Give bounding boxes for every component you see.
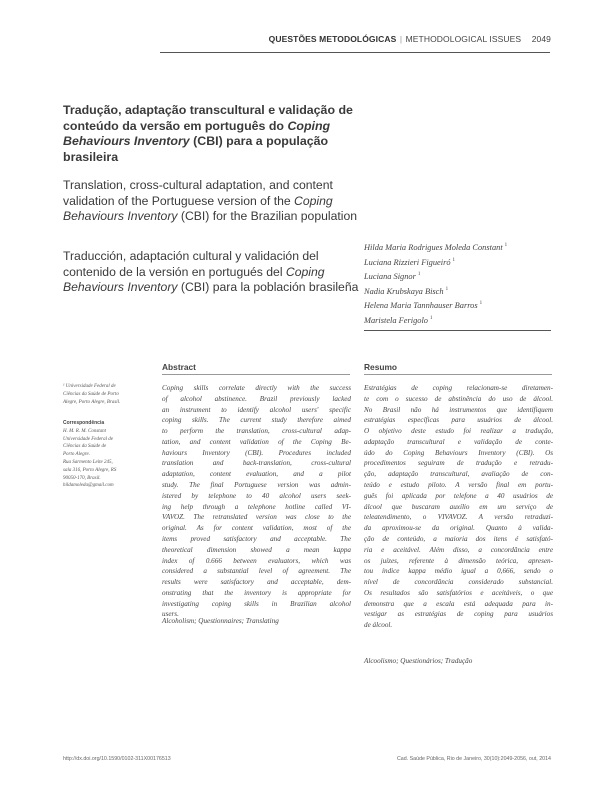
text-line: teúdo e estudo piloto. A versão final em portu- (364, 481, 553, 490)
text-line: considered a substantial level of agreement. The (162, 567, 351, 576)
title-portuguese (63, 103, 363, 165)
author-name (364, 313, 564, 328)
text-line: Estratégias de coping relacionam-se diretamen- (364, 384, 553, 392)
section-label-en: METHODOLOGICAL ISSUES (405, 34, 522, 44)
text-line: álcool que buscaram auxílio em um serviço de (364, 502, 553, 511)
text-line: No Brasil não há instrumentos que identifiquem (364, 405, 553, 414)
abstract-divider (162, 374, 350, 375)
author-list (364, 240, 564, 328)
text-line: teleatendimento, o VIVAVOZ. A versão retraduzi- (364, 513, 553, 522)
abstract-keywords: Alcoholism; Questionnaires; Translating (162, 617, 279, 625)
text-line: údo do Coping Behaviours Inventory (CBI). Os (364, 448, 553, 457)
abstract-text (162, 383, 351, 620)
running-header (269, 34, 551, 44)
title-es-text-end: (CBI) para la población brasileña (177, 280, 359, 295)
text-line: Os resultados são satisfatórios e aceitáveis, o que (364, 588, 553, 597)
text-line: study. The final Portuguese version was admin- (162, 481, 351, 490)
text-line: ing help through a telephone hotline called VI- (162, 502, 351, 511)
correspondence-address (63, 428, 143, 490)
doi-link[interactable]: http://dx.doi.org/10.1590/0102-311X00176513 (63, 756, 171, 762)
resumo-text (364, 383, 553, 631)
author-affiliation-mark: 1 (429, 315, 433, 321)
resumo-keywords: Alcoolismo; Questionários; Tradução (364, 657, 473, 665)
text-line: os juízes, referente à dimensão teórica, apresen- (364, 556, 553, 565)
text-line: estratégias específicas para usuários de álcool. (364, 416, 553, 425)
author-name (364, 284, 564, 299)
author-name-text: Hilda Maria Rodrigues Moleda Constant (364, 242, 503, 252)
affiliation-note (63, 383, 143, 406)
text-line: ção, adaptação transcultural, avaliação de con- (364, 470, 553, 479)
text-line: investigating coping skills in Brazilian alcohol (162, 599, 351, 608)
text-line: procedimentos seguiram de tradução e retradu- (364, 459, 553, 468)
header-separator: | (399, 34, 403, 44)
author-name (364, 255, 564, 270)
author-name (364, 298, 564, 313)
text-line: adaptation, content evaluation, and a pilot (162, 470, 351, 479)
text-line: Coping skills correlate directly with the success (162, 384, 351, 392)
author-name-text: Luciana Rizzieri Figueiró (364, 257, 451, 267)
text-line: tation, and content validation of the Coping Be- (162, 437, 351, 446)
text-line: results were satisfactory and acceptable, dem- (162, 578, 351, 587)
note-line: Rua Sarmento Leite 245, (63, 459, 113, 465)
title-spanish (63, 249, 363, 296)
text-line: index of 0.666 between evaluators, which was (162, 556, 351, 565)
correspondence-note (63, 420, 143, 490)
author-name (364, 269, 564, 284)
note-line: ¹ Universidade Federal de (63, 384, 116, 389)
text-line: haviours Inventory (CBI). Procedures included (162, 448, 351, 457)
text-line: VAVOZ. The retranslated version was close to the (162, 513, 351, 522)
text-line: items proved satisfactory and acceptable. The (162, 534, 351, 543)
author-name-text: Maristela Ferigolo (364, 315, 428, 325)
author-affiliation-mark: 1 (445, 286, 449, 292)
title-es-text: Traducción, adaptación cultural y validación del contenido de la versión en portugués del (63, 249, 319, 279)
title-es-instrument: Coping Behaviours Inventory (63, 264, 325, 295)
text-line: coping skills. The current study therefore aimed (162, 416, 351, 425)
title-en-text: Translation, cross-cultural adaptation, and content validation of the Portuguese version of the (63, 178, 333, 208)
author-name-text: Luciana Signor (364, 271, 416, 281)
text-line: da aproximou-se da original. Quanto à valida- (364, 524, 553, 533)
text-line: nível de concordância considerado substancial. (364, 578, 553, 587)
abstract-heading: Abstract (162, 362, 196, 372)
note-line: hildamoleda@gmail.com (63, 483, 114, 489)
resumo-divider (364, 374, 552, 375)
title-en-instrument: Coping Behaviours Inventory (63, 193, 333, 224)
note-line: H. M. R. M. Constant (63, 428, 107, 434)
text-line: ção de conteúdo, a maioria dos itens é satisfató- (364, 534, 553, 543)
text-line: original. As for content validation, most of the (162, 524, 351, 533)
author-divider (364, 330, 551, 331)
note-line: Alegre, Porto Alegre, Brasil. (63, 399, 121, 405)
text-line: demonstra que a escala está adequada para in- (364, 599, 553, 608)
note-line: Ciências da Saúde de Porto (63, 391, 119, 397)
note-line: Porto Alegre. (63, 452, 90, 458)
text-line: users. (162, 610, 179, 619)
title-english (63, 178, 363, 225)
text-line: istered by telephone to 40 alcohol users seek- (162, 491, 351, 500)
note-line: 90050-170, Brasil. (63, 475, 101, 481)
author-name-text: Helena Maria Tannhauser Barros (364, 301, 478, 311)
correspondence-label: Correspondência (63, 420, 105, 426)
note-line: Ciências da Saúde de (63, 444, 107, 450)
author-affiliation-mark: 1 (479, 301, 483, 307)
text-line: ria e aceitável. Além disso, a concordância entre (364, 545, 553, 554)
text-line: O objetivo deste estudo foi realizar a tradução, (364, 427, 553, 436)
text-line: of alcohol abstinence. Brazil previously lacked (162, 394, 351, 403)
header-divider (160, 52, 550, 53)
note-line: sala 316, Porto Alegre, RS (63, 467, 117, 473)
text-line: te com o sucesso de abstinência do uso de álcool. (364, 394, 553, 403)
text-line: tou índice kappa médio igual a 0,666, sendo o (364, 567, 553, 576)
section-label: QUESTÕES METODOLÓGICAS (268, 34, 397, 44)
text-line: vestigar as estratégias de coping para usuários (364, 610, 553, 619)
text-line: adaptação transcultural e validação de conte- (364, 437, 553, 446)
text-line: an instrument to identify alcohol users' specific (162, 405, 351, 414)
title-pt-instrument: Coping Behaviours Inventory (63, 118, 331, 149)
author-affiliation-mark: 1 (452, 257, 456, 263)
text-line: to perform the translation, cross-cultural adap- (162, 427, 351, 436)
author-affiliation-mark: 1 (417, 272, 421, 278)
author-name-text: Nadia Krubskaya Bisch (364, 286, 444, 296)
title-en-text-end: (CBI) for the Brazilian population (177, 209, 358, 224)
note-line: Universidade Federal de (63, 436, 113, 442)
page-number: 2049 (531, 34, 551, 44)
journal-citation: Cad. Saúde Pública, Rio de Janeiro, 30(10):2049-2056, out, 2014 (396, 756, 551, 762)
text-line: guês foi aplicada por telefone a 40 usuários de (364, 491, 553, 500)
text-line: translation and back-translation, cross-cultural (162, 459, 351, 468)
title-pt-text: Tradução, adaptação transcultural e validação de conteúdo da versão em português do (63, 103, 353, 133)
resumo-heading: Resumo (364, 362, 398, 372)
title-pt-text-end: (CBI) para a população brasileira (63, 134, 329, 164)
text-line: theoretical dimension showed a mean kappa (162, 545, 351, 554)
text-line: onstrating that the inventory is appropriate for (162, 588, 351, 597)
text-line: de álcool. (364, 621, 393, 630)
author-affiliation-mark: 1 (504, 243, 508, 248)
author-name (364, 240, 564, 255)
